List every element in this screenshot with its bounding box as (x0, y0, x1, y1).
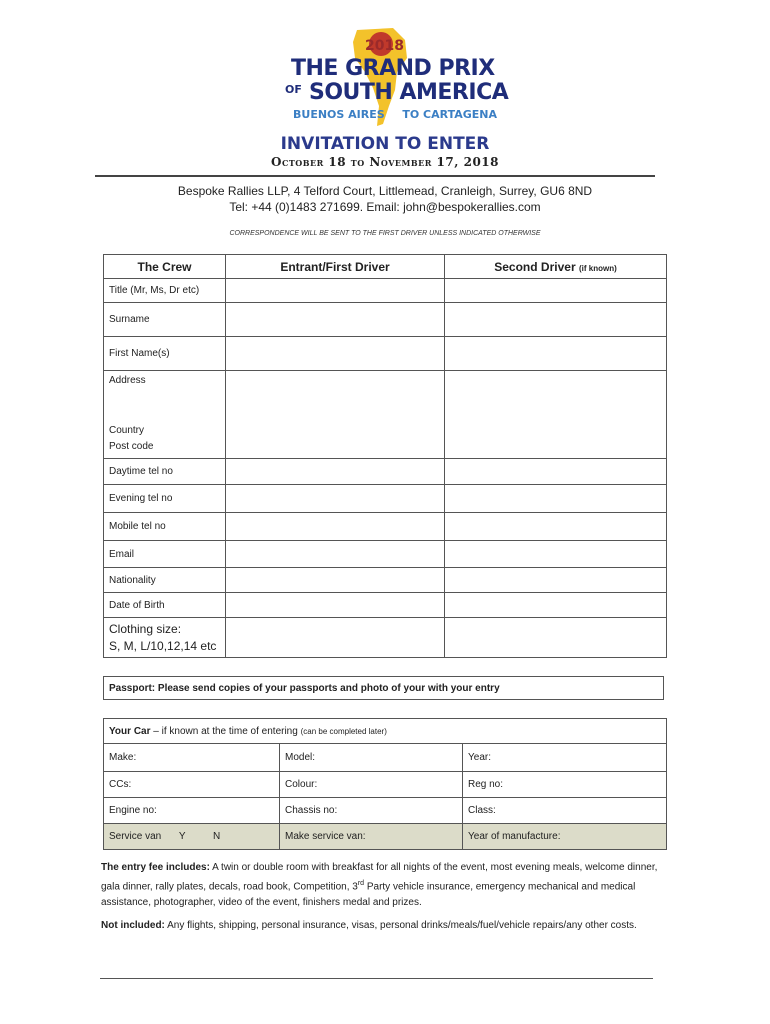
row-label-first-names: First Name(s) (104, 337, 226, 371)
first-driver-daytime-tel-field[interactable] (226, 459, 445, 485)
car-table (103, 718, 667, 850)
logo-city-cartagena: TO CARTAGENA (402, 108, 498, 121)
service-van-field[interactable] (104, 824, 280, 850)
car-reg-field[interactable]: Reg no: (463, 772, 667, 798)
second-driver-address-field[interactable] (445, 371, 667, 459)
header-divider (95, 175, 655, 177)
event-dates: October 18 to November 17, 2018 (271, 155, 499, 169)
year-of-manufacture-field[interactable]: Year of manufacture: (463, 824, 667, 850)
car-chassis-field[interactable]: Chassis no: (280, 798, 463, 824)
car-title (104, 719, 667, 744)
logo-year: 2018 (365, 38, 404, 54)
car-title-rest: – if known at the time of entering (150, 725, 301, 737)
second-driver-first-names-field[interactable] (445, 337, 667, 371)
logo-cities (293, 108, 497, 121)
first-driver-first-names-field[interactable] (226, 337, 445, 371)
car-title-note: (can be completed later) (300, 726, 387, 736)
make-service-van-field[interactable]: Make service van: (280, 824, 463, 850)
second-driver-nationality-field[interactable] (445, 568, 667, 593)
second-driver-evening-tel-field[interactable] (445, 485, 667, 513)
row-label-email: Email (104, 541, 226, 568)
passport-notice: Passport: Please send copies of your passports and photo of your with your entry (103, 676, 664, 700)
first-driver-clothing-field[interactable] (226, 618, 445, 658)
second-driver-title-field[interactable] (445, 279, 667, 303)
not-included-label: Not included: (101, 920, 165, 931)
second-driver-surname-field[interactable] (445, 303, 667, 337)
car-engine-field[interactable]: Engine no: (104, 798, 280, 824)
row-label-mobile-tel: Mobile tel no (104, 513, 226, 541)
row-label-post-code: Post code (109, 441, 154, 452)
second-driver-header (445, 255, 667, 279)
car-year-field[interactable]: Year: (463, 744, 667, 772)
entry-fee-paragraph (101, 860, 671, 911)
row-label-country: Country (109, 425, 145, 436)
row-label-evening-tel: Evening tel no (104, 485, 226, 513)
row-label-title: Title (Mr, Ms, Dr etc) (104, 279, 226, 303)
not-included-text: Any flights, shipping, personal insurance, visas, personal drinks/meals/fuel/vehicle repairs/any other costs. (164, 920, 637, 931)
entry-fee-sup: rd (357, 880, 365, 887)
service-van-no-option[interactable]: N (213, 831, 221, 842)
correspondence-notice: CORRESPONDENCE WILL BE SENT TO THE FIRST DRIVER UNLESS INDICATED OTHERWISE (229, 230, 541, 237)
event-logo (285, 28, 509, 128)
first-driver-header: Entrant/First Driver (226, 255, 445, 279)
row-label-surname: Surname (104, 303, 226, 337)
clothing-size-hint: S, M, L/10,12,14 etc (109, 638, 217, 653)
first-driver-nationality-field[interactable] (226, 568, 445, 593)
entry-fee-text-a: A twin or double room with breakfast for all nights of the event, most evening meals, welcome dinner, gala dinner, rally plates, decals, road book, Competition, 3 (101, 862, 658, 893)
car-ccs-field[interactable]: CCs: (104, 772, 280, 798)
car-make-field[interactable]: Make: (104, 744, 280, 772)
entry-fee-text-b: Party vehicle insurance, emergency mechanical and medical assistance, photographer, video of the event, finishers medal and prizes. (101, 881, 636, 909)
service-van-yes-option[interactable]: Y (178, 831, 186, 842)
first-driver-address-field[interactable] (226, 371, 445, 459)
crew-table (103, 254, 667, 658)
second-driver-label: Second Driver (494, 259, 576, 274)
invitation-title: INVITATION TO ENTER (280, 134, 490, 154)
row-label-dob: Date of Birth (104, 593, 226, 618)
second-driver-clothing-field[interactable] (445, 618, 667, 658)
second-driver-daytime-tel-field[interactable] (445, 459, 667, 485)
second-driver-email-field[interactable] (445, 541, 667, 568)
first-driver-title-field[interactable] (226, 279, 445, 303)
first-driver-evening-tel-field[interactable] (226, 485, 445, 513)
organiser-contact: Tel: +44 (0)1483 271699. Email: john@bespokerallies.com (229, 200, 541, 214)
logo-city-buenos-aires: BUENOS AIRES (293, 108, 385, 121)
crew-header: The Crew (104, 255, 226, 279)
first-driver-mobile-tel-field[interactable] (226, 513, 445, 541)
row-label-daytime-tel: Daytime tel no (104, 459, 226, 485)
logo-of: OF (285, 83, 302, 96)
not-included-paragraph (101, 918, 671, 934)
entry-fee-label: The entry fee includes: (101, 862, 210, 873)
clothing-size-label: Clothing size: (109, 621, 182, 636)
logo-title-line1: THE GRAND PRIX (291, 56, 495, 81)
first-driver-dob-field[interactable] (226, 593, 445, 618)
second-driver-dob-field[interactable] (445, 593, 667, 618)
footer-divider (100, 978, 653, 979)
logo-title-line2: SOUTH AMERICA (309, 80, 509, 105)
car-colour-field[interactable]: Colour: (280, 772, 463, 798)
second-driver-mobile-tel-field[interactable] (445, 513, 667, 541)
first-driver-surname-field[interactable] (226, 303, 445, 337)
row-label-address: Address (109, 375, 146, 386)
service-van-label: Service van (109, 831, 162, 842)
first-driver-email-field[interactable] (226, 541, 445, 568)
row-label-clothing (104, 618, 226, 658)
car-title-bold: Your Car (109, 725, 151, 737)
row-label-nationality: Nationality (104, 568, 226, 593)
car-model-field[interactable]: Model: (280, 744, 463, 772)
organiser-address: Bespoke Rallies LLP, 4 Telford Court, Littlemead, Cranleigh, Surrey, GU6 8ND (177, 184, 593, 198)
second-driver-note: (if known) (578, 263, 617, 273)
row-label-address-block (104, 371, 226, 459)
car-class-field[interactable]: Class: (463, 798, 667, 824)
